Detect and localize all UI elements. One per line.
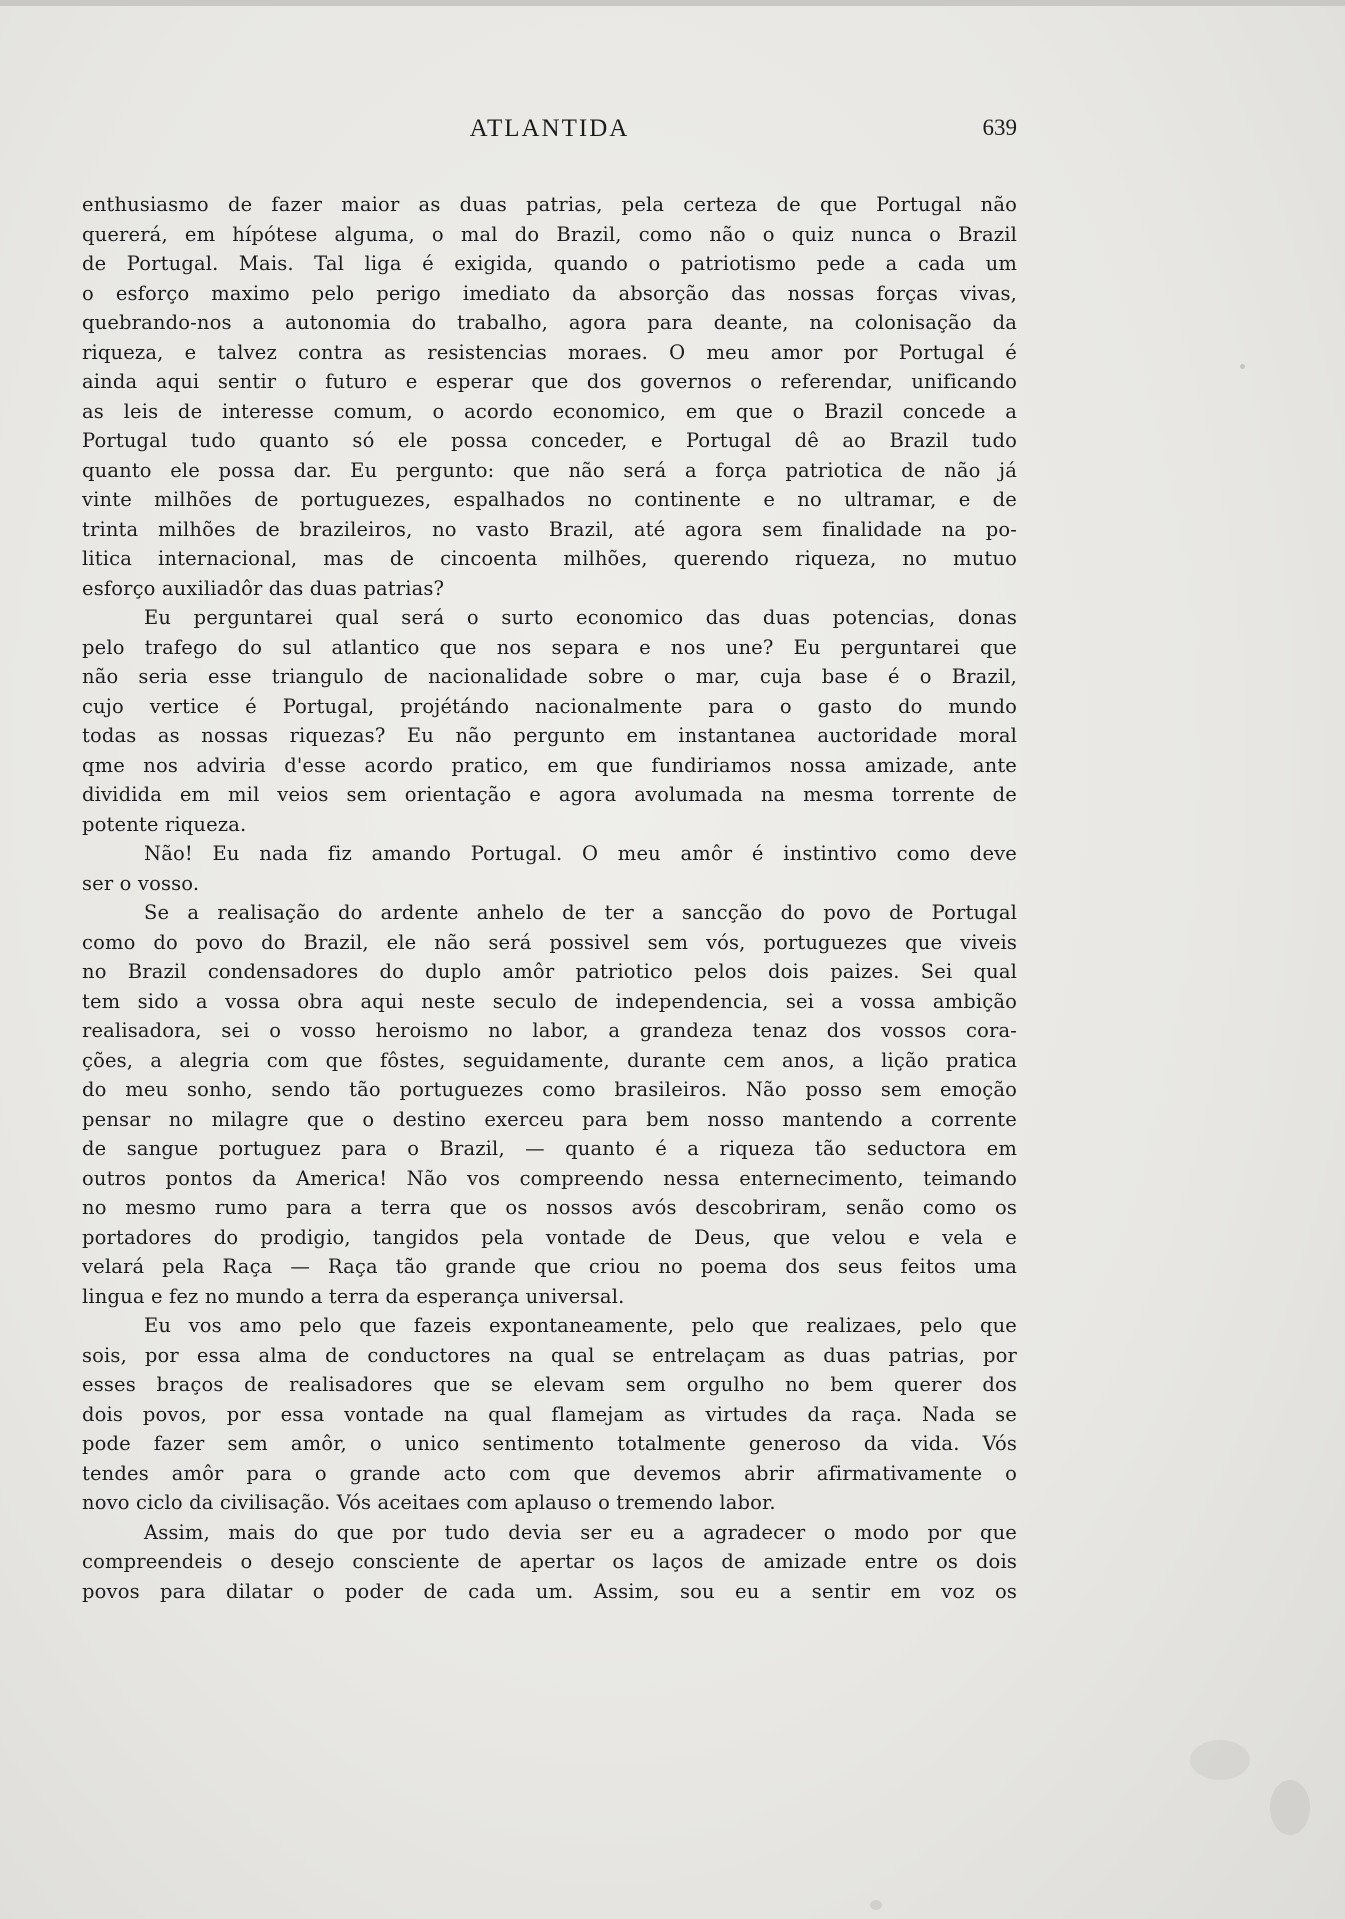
scan-speck [1190,1740,1250,1780]
text-line: sois, por essa alma de conductores na qual se entrelaçam as duas patrias, por [82,1343,1017,1367]
text-line: esses braços de realisadores que se elevam sem orgulho no bem querer dos [82,1373,1017,1396]
body-text [82,190,1017,1606]
text-line: as leis de interesse comum, o acordo economico, em que o Brazil concede a [82,399,1017,423]
text-line: riqueza, e talvez contra as resistencias moraes. O meu amor por Portugal é [82,340,1017,364]
text-line: pode fazer sem amôr, o unico sentimento totalmente generoso da vida. Vós [82,1432,1017,1455]
text-line: esforço auxiliadôr das duas patrias? [82,576,445,600]
text-line: como do povo do Brazil, ele não será possivel sem vós, portuguezes que viveis [82,930,1017,954]
text-line: Portugal tudo quanto só ele possa conceder, e Portugal dê ao Brazil tudo [82,429,1017,452]
text-line: Eu vos amo pelo que fazeis expontaneamente, pelo que realizaes, pelo que [144,1314,1017,1337]
text-line: tem sido a vossa obra aqui neste seculo de independencia, sei a vossa ambição [82,989,1017,1013]
scan-edge [0,0,1345,6]
text-line: povos para dilatar o poder de cada um. Assim, sou eu a sentir em voz os [82,1579,1017,1603]
text-line: cujo vertice é Portugal, projétándo nacionalmente para o gasto do mundo [82,694,1017,718]
text-line: Assim, mais do que por tudo devia ser eu a agradecer o modo por que [144,1520,1017,1544]
text-line: novo ciclo da civilisação. Vós aceitaes com aplauso o tremendo labor. [82,1491,776,1514]
scan-speck [1270,1780,1310,1835]
page-header [82,115,1017,149]
text-line: vinte milhões de portuguezes, espalhados no continente e no ultramar, e de [82,488,1017,511]
text-line: pensar no milagre que o destino exerceu para bem nosso mantendo a corrente [82,1107,1017,1131]
text-line: no mesmo rumo para a terra que os nossos avós descobriram, senão como os [82,1196,1017,1219]
text-line: Não! Eu nada fiz amando Portugal. O meu amôr é instintivo como deve [144,842,1017,865]
text-line: quebrando-nos a autonomia do trabalho, agora para deante, na colonisação da [82,311,1017,334]
text-line: quererá, em hípótese alguma, o mal do Brazil, como não o quiz nunca o Brazil [82,222,1017,246]
page-number: 639 [982,115,1017,140]
text-line: litica internacional, mas de cincoenta milhões, querendo riqueza, no mutuo [82,547,1017,570]
text-line: no Brazil condensadores do duplo amôr patriotico pelos dois paizes. Sei qual [82,960,1017,983]
text-line: trinta milhões de brazileiros, no vasto Brazil, até agora sem finalidade na po- [82,517,1017,541]
text-line: portadores do prodigio, tangidos pela vontade de Deus, que velou e vela e [82,1225,1017,1249]
text-line: pelo trafego do sul atlantico que nos separa e nos une? Eu perguntarei que [82,635,1017,659]
text-line: outros pontos da America! Não vos compreendo nessa enternecimento, teimando [82,1166,1017,1190]
text-line: Eu perguntarei qual será o surto economico das duas potencias, donas [144,606,1017,629]
text-line: Se a realisação do ardente anhelo de ter a sancção do povo de Portugal [144,901,1017,924]
text-line: enthusiasmo de fazer maior as duas patrias, pela certeza de que Portugal não [82,193,1017,216]
text-line: ser o vosso. [82,871,200,895]
text-line: de Portugal. Mais. Tal liga é exigida, quando o patriotismo pede a cada um [82,252,1017,275]
text-line: velará pela Raça — Raça tão grande que criou no poema dos seus feitos uma [82,1255,1017,1278]
text-line: do meu sonho, sendo tão portuguezes como brasileiros. Não posso sem emoção [82,1078,1017,1101]
text-line: todas as nossas riquezas? Eu não pergunto em instantanea auctoridade moral [82,724,1017,747]
text-line: potente riqueza. [82,812,247,836]
text-line: qme nos adviria d'esse acordo pratico, em que fundiriamos nossa amizade, ante [82,753,1017,777]
scan-speck [1240,364,1245,369]
text-line: dois povos, por essa vontade na qual flamejam as virtudes da raça. Nada se [82,1402,1017,1426]
text-line: ainda aqui sentir o futuro e esperar que dos governos o referendar, unificando [82,370,1017,393]
text-line: ções, a alegria com que fôstes, seguidamente, durante cem anos, a lição pratica [82,1048,1017,1072]
text-line: o esforço maximo pelo perigo imediato da absorção das nossas forças vivas, [82,281,1017,305]
text-line: compreendeis o desejo consciente de apertar os laços de amizade entre os dois [82,1550,1017,1573]
scan-speck [870,1900,882,1910]
running-title: ATLANTIDA [469,115,630,142]
text-line: realisadora, sei o vosso heroismo no labor, a grandeza tenaz dos vossos cora- [82,1019,1017,1042]
text-line: tendes amôr para o grande acto com que devemos abrir afirmativamente o [82,1461,1017,1485]
text-line: de sangue portuguez para o Brazil, — quanto é a riqueza tão seductora em [82,1137,1017,1160]
text-line: não seria esse triangulo de nacionalidade sobre o mar, cuja base é o Brazil, [82,665,1017,688]
text-line: dividida em mil veios sem orientação e agora avolumada na mesma torrente de [82,783,1017,806]
text-line: lingua e fez no mundo a terra da esperança universal. [82,1284,625,1308]
text-line: quanto ele possa dar. Eu pergunto: que não será a força patriotica de não já [82,458,1017,482]
